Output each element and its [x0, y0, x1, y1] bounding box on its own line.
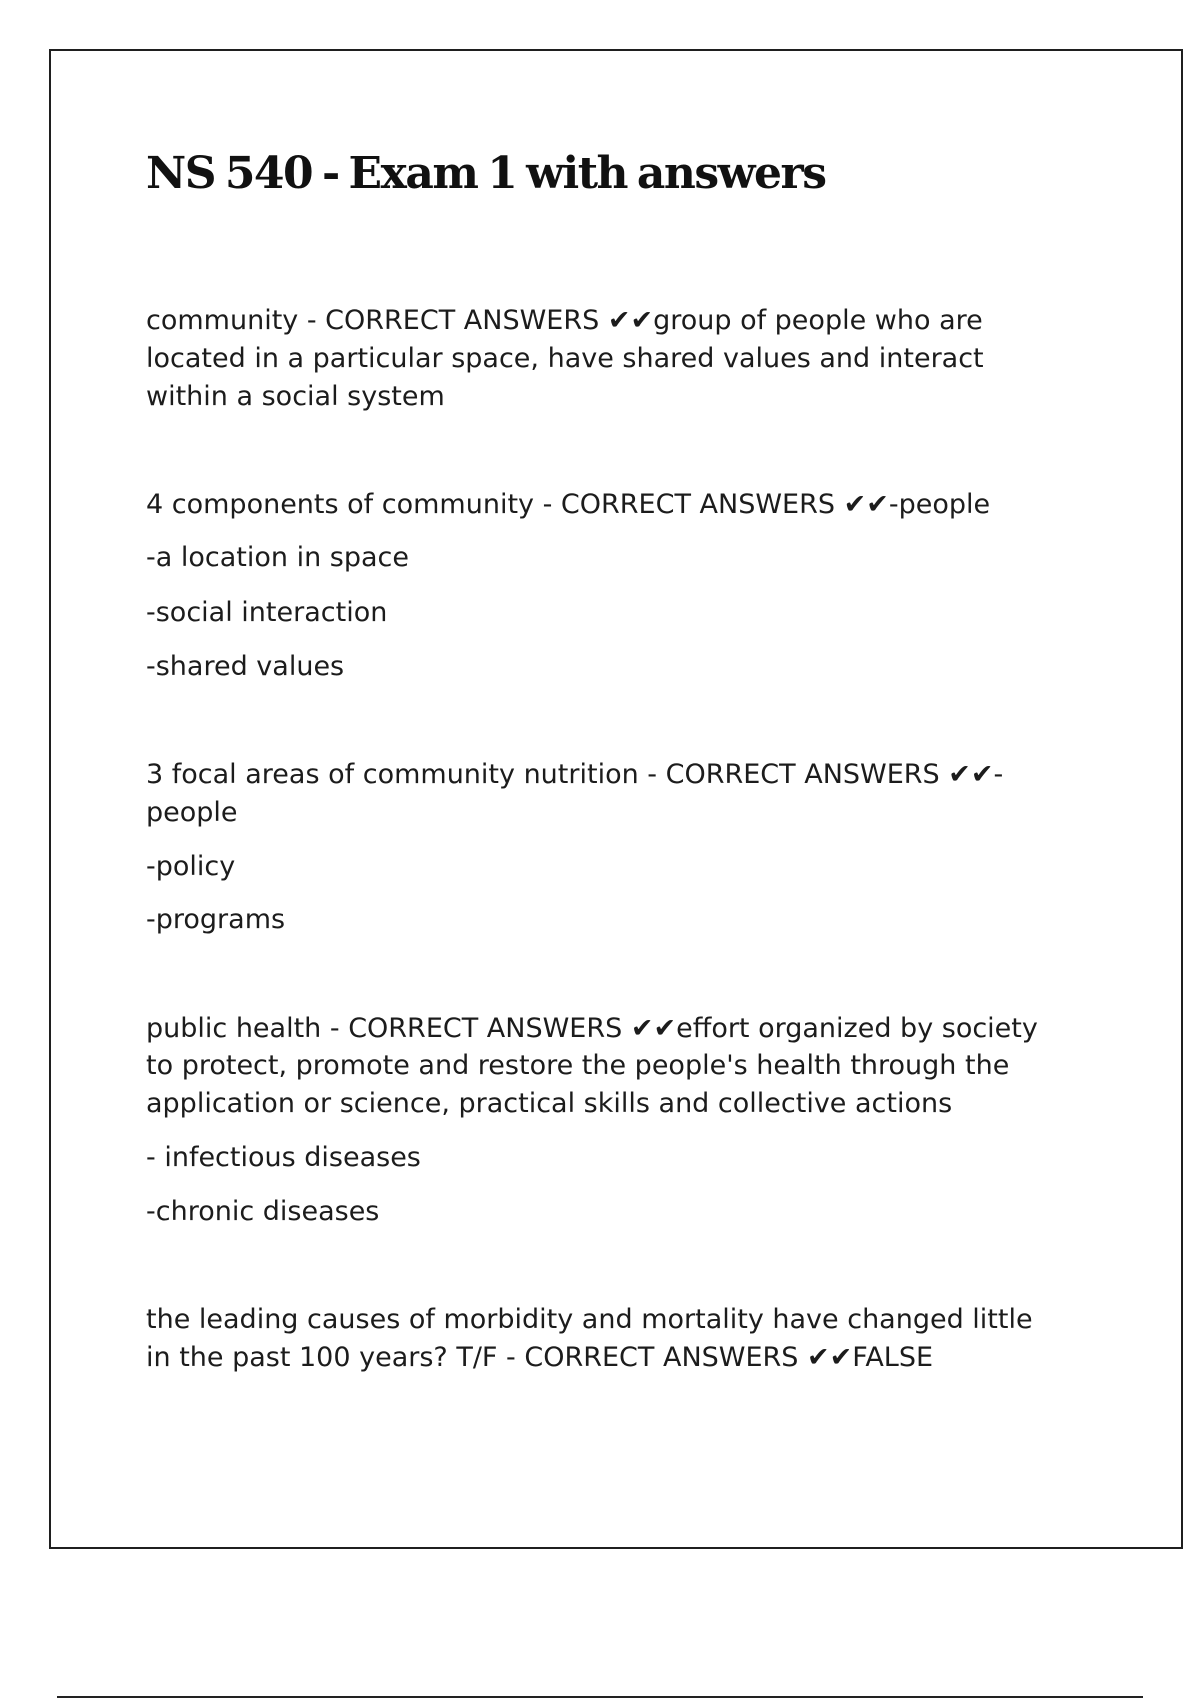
entry-focal-areas-line-2: people [146, 797, 238, 828]
entry-components-line-1: 4 components of community - CORRECT ANSWERS ✔✔-people [146, 489, 991, 520]
entry-community-line-3: within a social system [146, 381, 445, 412]
entry-leading-causes-line-2: in the past 100 years? T/F - CORRECT ANSWERS ✔✔FALSE [146, 1342, 934, 1373]
document-title: NS 540 - Exam 1 with answers [146, 148, 826, 199]
entry-leading-causes-line-1: the leading causes of morbidity and mortality have changed little [146, 1304, 1033, 1335]
entry-public-health-line-2: to protect, promote and restore the people's health through the [146, 1050, 1010, 1081]
entry-community-line-1: community - CORRECT ANSWERS ✔✔group of people who are [146, 305, 983, 336]
entry-public-health-line-5: -chronic diseases [146, 1196, 380, 1227]
entry-components-line-4: -shared values [146, 651, 345, 682]
entry-focal-areas-line-4: -programs [146, 904, 286, 935]
entry-community-line-2: located in a particular space, have shared values and interact [146, 343, 984, 374]
entry-components-line-3: -social interaction [146, 597, 388, 628]
entry-public-health-line-4: - infectious diseases [146, 1142, 421, 1173]
entry-public-health-line-3: application or science, practical skills and collective actions [146, 1088, 953, 1119]
entry-focal-areas-line-1: 3 focal areas of community nutrition - CORRECT ANSWERS ✔✔- [146, 759, 1004, 790]
footer-rule [57, 1696, 1143, 1698]
entry-components-line-2: -a location in space [146, 542, 409, 573]
entry-focal-areas-line-3: -policy [146, 851, 236, 882]
entry-public-health-line-1: public health - CORRECT ANSWERS ✔✔effort organized by society [146, 1013, 1038, 1044]
